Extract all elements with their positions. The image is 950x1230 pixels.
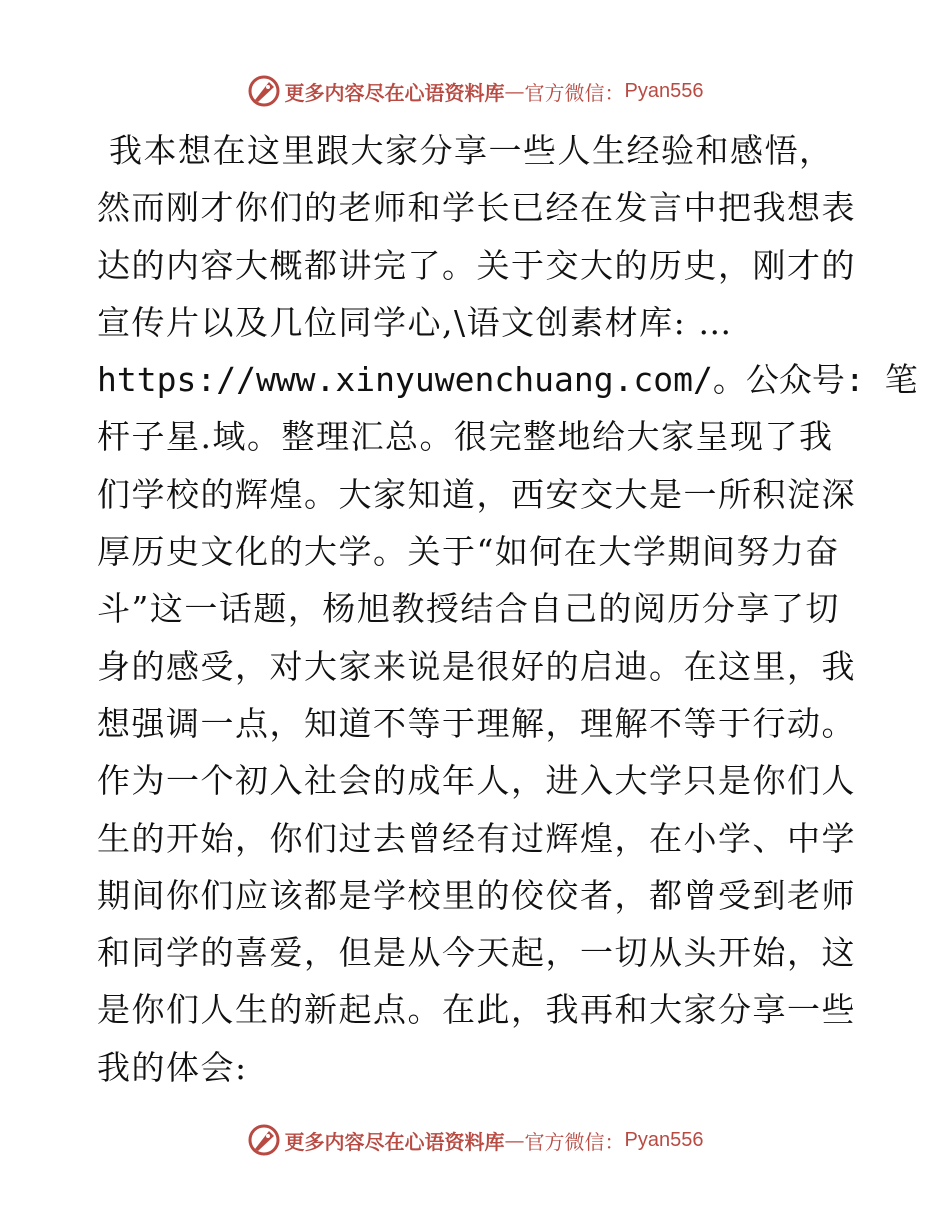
body-line: 我本想在这里跟大家分享一些人生经验和感悟，: [97, 131, 834, 170]
body-line: 宣传片以及几位同学心,\语文创素材库: …: [97, 302, 733, 342]
pen-nib-icon: [247, 74, 281, 108]
watermark-separator: —: [504, 1128, 525, 1152]
body-line: 是你们人生的新起点。在此，我再和大家分享一些: [97, 990, 856, 1030]
body-line: 然而刚才你们的老师和学长已经在发言中把我想表: [97, 188, 856, 228]
body-line: 们学校的辉煌。大家知道，西安交大是一所积淀深: [97, 474, 856, 514]
body-line: 我的体会:: [97, 1047, 248, 1087]
watermark-official-label: 官方微信：: [524, 80, 625, 105]
body-line: 和同学的喜爱，但是从今天起，一切从头开始，这: [97, 933, 856, 973]
body-line: 想强调一点，知道不等于理解，理解不等于行动。: [97, 703, 856, 743]
watermark-wechat-id: Pyan556: [624, 1128, 704, 1151]
body-line-url: https://www.xinyuwenchuang.com/。公众号: 笔: [97, 360, 918, 400]
body-line: 达的内容大概都讲完了。关于交大的历史，刚才的: [97, 245, 856, 285]
watermark-wechat-id: Pyan556: [624, 79, 704, 102]
watermark-official-label: 官方微信：: [524, 1129, 625, 1154]
watermark-brand-text: 更多内容尽在心语资料库: [284, 1129, 505, 1154]
footer-watermark: [0, 1118, 950, 1162]
pen-nib-icon: [247, 1123, 281, 1157]
watermark-separator: —: [504, 79, 525, 103]
body-line: 厚历史文化的大学。关于“如何在大学期间努力奋: [97, 532, 840, 572]
document-body: [97, 122, 918, 1096]
body-line: 作为一个初入社会的成年人，进入大学只是你们人: [97, 761, 856, 801]
body-line: 生的开始，你们过去曾经有过辉煌，在小学、中学: [97, 818, 856, 858]
watermark-brand-text: 更多内容尽在心语资料库: [284, 80, 505, 105]
body-line: 期间你们应该都是学校里的佼佼者，都曾受到老师: [97, 875, 856, 915]
body-line: 身的感受，对大家来说是很好的启迪。在这里，我: [97, 646, 856, 686]
body-line: 杆子星.域。整理汇总。很完整地给大家呈现了我: [97, 417, 834, 457]
body-line: 斗”这一话题，杨旭教授结合自己的阅历分享了切: [97, 589, 840, 629]
header-watermark: [0, 69, 950, 113]
